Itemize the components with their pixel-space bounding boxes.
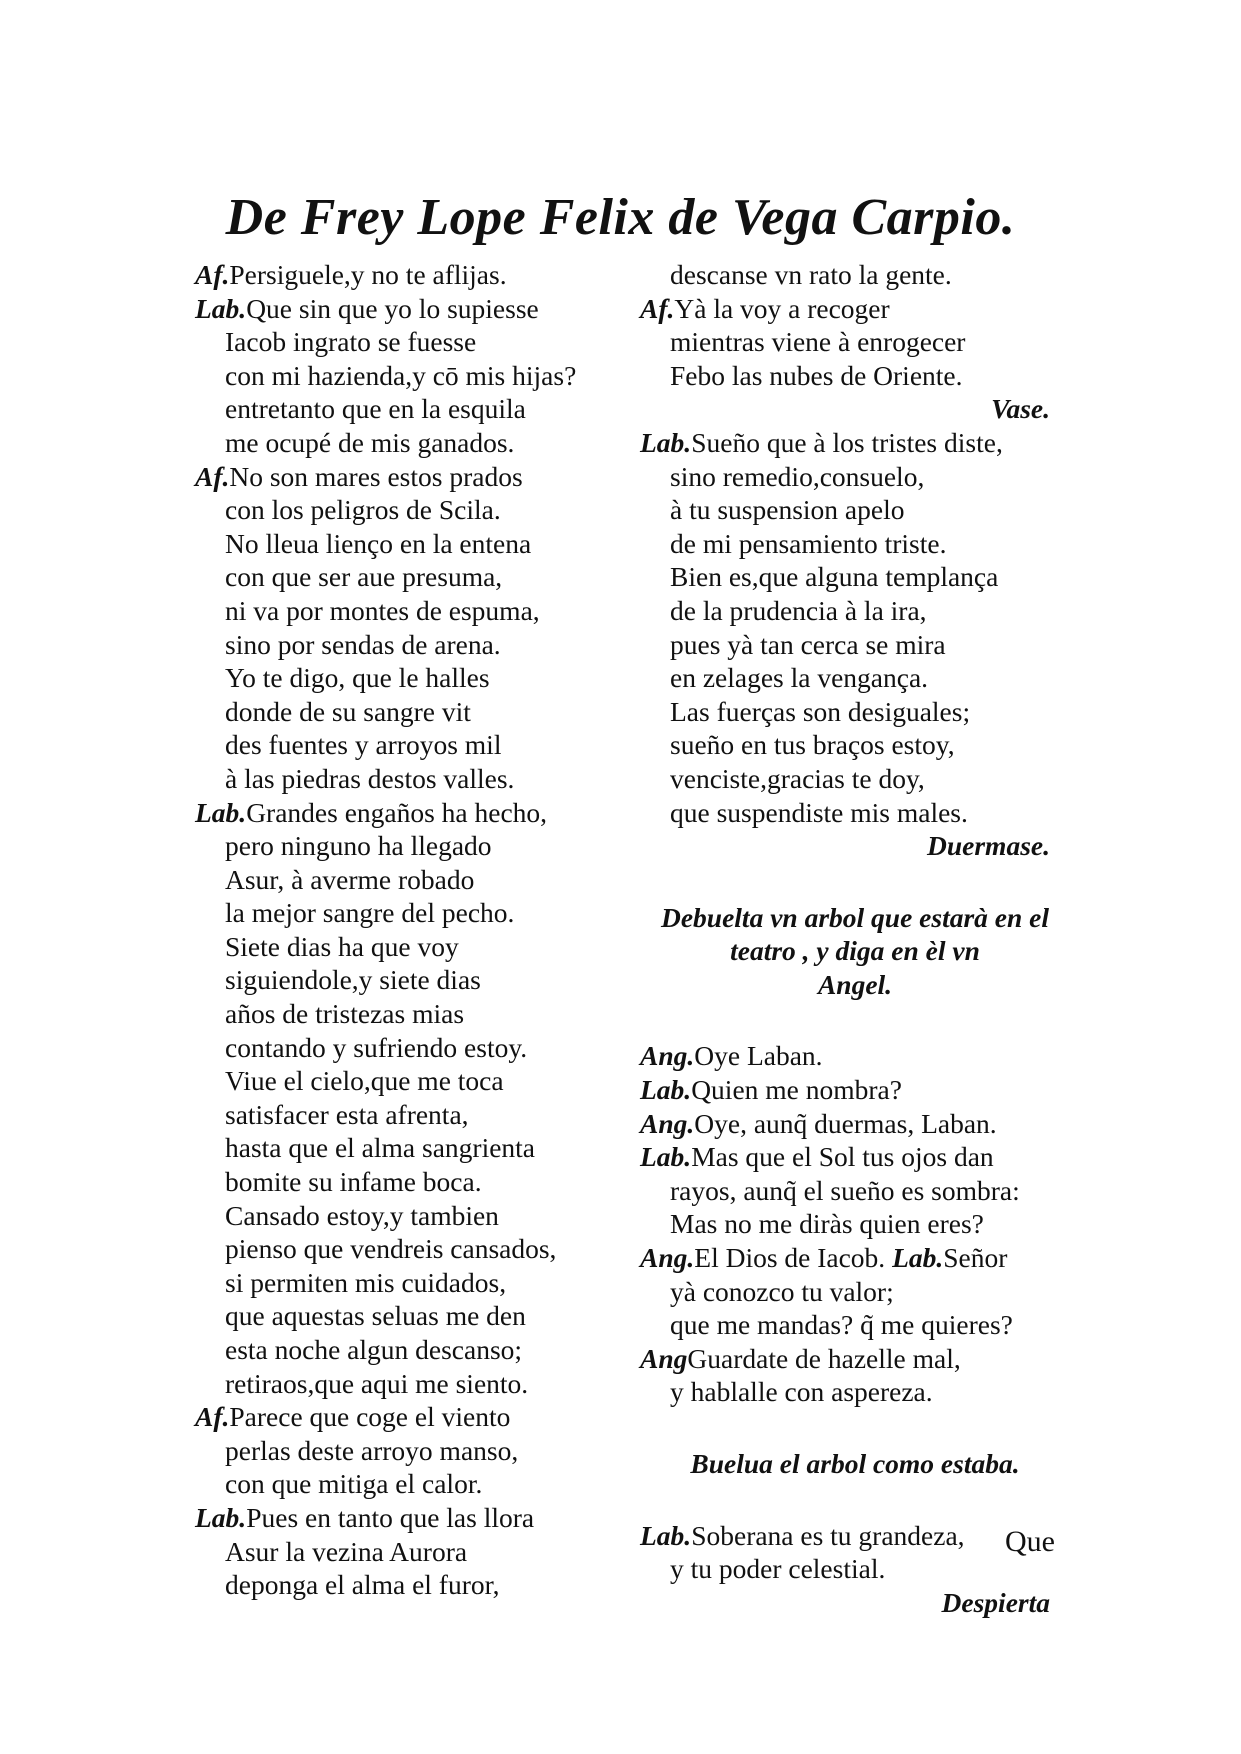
verse-line xyxy=(195,426,635,460)
verse-text: y hablalle con aspereza. xyxy=(670,1376,933,1408)
speaker-label: Lab. xyxy=(640,1074,692,1106)
verse-line xyxy=(195,560,635,594)
speaker-label: Lab. xyxy=(892,1242,944,1274)
verse-text: contando y sufriendo estoy. xyxy=(225,1031,528,1063)
speaker-label: Lab. xyxy=(195,1501,247,1533)
verse-text: à tu suspension apelo xyxy=(670,494,905,526)
verse-line xyxy=(195,594,635,628)
verse-line xyxy=(195,796,635,830)
speaker-label: Af. xyxy=(195,460,230,492)
verse-line xyxy=(195,628,635,662)
verse-text: Quien me nombra? xyxy=(691,1074,902,1106)
verse-text: venciste,gracias te doy, xyxy=(670,762,925,794)
verse-line xyxy=(640,1174,1070,1208)
right-column xyxy=(640,258,1070,1619)
verse-text: esta noche algun descanso; xyxy=(225,1334,523,1365)
verse-text: en zelages la vengança. xyxy=(670,662,929,694)
verse-text: con los peligros de Scila. xyxy=(225,494,501,526)
verse-line xyxy=(640,628,1070,662)
verse-text: à las piedras destos valles. xyxy=(225,762,515,794)
verse-line xyxy=(195,1467,635,1501)
line-gap xyxy=(640,1481,1070,1519)
line-gap xyxy=(640,1409,1070,1447)
verse-line xyxy=(195,1568,635,1602)
verse-text: y tu poder celestial. xyxy=(670,1553,886,1585)
verse-text: Las fuerças son desiguales; xyxy=(670,695,971,727)
verse-line xyxy=(640,1073,1070,1107)
verse-text: El Dios de Iacob. xyxy=(694,1242,886,1274)
verse-line xyxy=(195,325,635,359)
verse-text: con que ser aue presuma, xyxy=(225,561,503,593)
verse-text: donde de su sangre vit xyxy=(225,695,471,727)
verse-line xyxy=(195,1535,635,1569)
catchword: Que xyxy=(1005,1525,1055,1558)
verse-text: Asur, à averme robado xyxy=(225,863,475,895)
verse-line xyxy=(195,258,635,292)
verse-text: Yà la voy a recoger xyxy=(674,292,890,324)
verse-text: la mejor sangre del pecho. xyxy=(225,897,515,929)
speaker-label: Af. xyxy=(195,259,230,290)
verse-text: deponga el alma el furor, xyxy=(225,1569,500,1601)
verse-line xyxy=(195,1434,635,1468)
verse-line xyxy=(640,1308,1070,1342)
verse-text: sino por sendas de arena. xyxy=(225,628,501,660)
verse-text: descanse vn rato la gente. xyxy=(670,259,952,290)
verse-line xyxy=(195,1232,635,1266)
verse-text: Viue el cielo,que me toca xyxy=(225,1065,504,1097)
speaker-label: Ang. xyxy=(640,1242,695,1274)
verse-line xyxy=(640,258,1070,292)
verse-line xyxy=(195,359,635,393)
line-gap xyxy=(640,863,1070,901)
verse-text: entretanto que en la esquila xyxy=(225,393,526,425)
speaker-label: Ang. xyxy=(640,1040,695,1072)
verse-line xyxy=(640,325,1070,359)
verse-line xyxy=(640,560,1070,594)
verse-text: Mas que el Sol tus ojos dan xyxy=(691,1141,994,1173)
verse-line xyxy=(195,1333,635,1367)
verse-line xyxy=(195,493,635,527)
verse-text: que me mandas? q̃ me quieres? xyxy=(670,1309,1013,1341)
verse-line xyxy=(195,1098,635,1132)
verse-text: sino remedio,consuelo, xyxy=(670,460,925,492)
verse-text: años de tristezas mias xyxy=(225,998,465,1030)
verse-line xyxy=(195,1199,635,1233)
speaker-label: Lab. xyxy=(640,426,692,458)
verse-text: Pues en tanto que las llora xyxy=(246,1501,535,1533)
speaker-label: Lab. xyxy=(195,292,247,324)
verse-line xyxy=(195,661,635,695)
verse-line xyxy=(640,796,1070,830)
verse-text: des fuentes y arroyos mil xyxy=(225,729,502,761)
verse-line xyxy=(195,1400,635,1434)
verse-line xyxy=(640,695,1070,729)
verse-text: bomite su infame boca. xyxy=(225,1166,482,1198)
verse-text: Yo te digo, que le halles xyxy=(225,662,490,694)
verse-line xyxy=(640,661,1070,695)
verse-line xyxy=(195,896,635,930)
verse-line xyxy=(640,762,1070,796)
verse-line xyxy=(640,594,1070,628)
verse-line xyxy=(640,1275,1070,1309)
verse-line xyxy=(195,1367,635,1401)
verse-line xyxy=(195,1299,635,1333)
speaker-label: Lab. xyxy=(640,1519,692,1551)
verse-text: mientras viene à enrogecer xyxy=(670,326,966,358)
verse-line xyxy=(195,1501,635,1535)
verse-text: Parece que coge el viento xyxy=(229,1401,511,1433)
speaker-label: Lab. xyxy=(640,1141,692,1173)
verse-text: Persiguele,y no te aflijas. xyxy=(229,259,507,290)
verse-line xyxy=(195,292,635,326)
verse-line xyxy=(640,1107,1070,1141)
verse-text: que aquestas seluas me den xyxy=(225,1300,526,1332)
stage-direction: Angel. xyxy=(817,968,893,1000)
verse-text: de mi pensamiento triste. xyxy=(670,527,947,559)
stage-direction: Vase. xyxy=(991,393,1050,425)
verse-text: Siete dias ha que voy xyxy=(225,930,459,962)
verse-line xyxy=(195,695,635,729)
verse-text: siguiendole,y siete dias xyxy=(225,964,481,996)
verse-line xyxy=(195,963,635,997)
verse-line xyxy=(195,930,635,964)
verse-line xyxy=(640,1342,1070,1376)
verse-text: sueño en tus braços estoy, xyxy=(670,729,955,761)
verse-text: Oye, aunq̃ duermas, Laban. xyxy=(694,1107,997,1139)
verse-text: Soberana es tu grandeza, xyxy=(691,1519,965,1551)
verse-text: Sueño que à los tristes diste, xyxy=(691,426,1003,458)
verse-line xyxy=(640,426,1070,460)
verse-text: pero ninguno ha llegado xyxy=(225,830,492,862)
verse-line xyxy=(640,493,1070,527)
verse-text: hasta que el alma sangrienta xyxy=(225,1132,536,1164)
verse-line xyxy=(195,762,635,796)
verse-text: que suspendiste mis males. xyxy=(670,796,968,828)
verse-text: ni va por montes de espuma, xyxy=(225,594,540,626)
verse-line xyxy=(195,527,635,561)
verse-line xyxy=(195,1266,635,1300)
verse-line xyxy=(195,1064,635,1098)
verse-line xyxy=(195,1031,635,1065)
line-gap xyxy=(640,1001,1070,1039)
verse-line xyxy=(640,359,1070,393)
speaker-label: Af. xyxy=(640,292,675,324)
verse-line xyxy=(640,1140,1070,1174)
verse-line xyxy=(640,460,1070,494)
verse-text: No lleua lienço en la entena xyxy=(225,527,532,559)
verse-text: de la prudencia à la ira, xyxy=(670,594,927,626)
speaker-label: Ang xyxy=(640,1342,688,1374)
verse-line xyxy=(195,997,635,1031)
speaker-label: Af. xyxy=(195,1401,230,1433)
verse-text: Cansado estoy,y tambien xyxy=(225,1199,499,1231)
verse-line xyxy=(195,1131,635,1165)
stage-direction: teatro , y diga en èl vn xyxy=(730,935,980,967)
stage-direction: Despierta xyxy=(941,1586,1050,1618)
verse-text: Bien es,que alguna templança xyxy=(670,561,999,593)
stage-direction: Buelua el arbol como estaba. xyxy=(690,1448,1020,1479)
verse-line xyxy=(640,1375,1070,1409)
speaker-label: Ang. xyxy=(640,1107,695,1139)
verse-line xyxy=(640,1241,1070,1275)
verse-text: con mi hazienda,y cō mis hijas? xyxy=(225,359,577,391)
verse-text: Que sin que yo lo supiesse xyxy=(246,292,539,324)
verse-text: yà conozco tu valor; xyxy=(670,1275,894,1307)
verse-text: Oye Laban. xyxy=(694,1040,823,1072)
verse-line xyxy=(640,1207,1070,1241)
verse-line xyxy=(195,1165,635,1199)
verse-text: Guardate de hazelle mal, xyxy=(687,1342,961,1374)
stage-direction: Duermase. xyxy=(927,830,1050,862)
verse-text: pienso que vendreis cansados, xyxy=(225,1233,557,1265)
stage-direction: Debuelta vn arbol que estarà en el xyxy=(660,901,1050,933)
verse-line xyxy=(640,292,1070,326)
verse-text: con que mitiga el calor. xyxy=(225,1468,483,1500)
verse-text: perlas deste arroyo manso, xyxy=(225,1434,519,1466)
verse-line xyxy=(640,1039,1070,1073)
verse-text: Iacob ingrato se fuesse xyxy=(225,326,477,358)
verse-line xyxy=(640,728,1070,762)
verse-text: rayos, aunq̃ el sueño es sombra: xyxy=(670,1174,1020,1206)
verse-text: me ocupé de mis ganados. xyxy=(225,426,515,458)
verse-line xyxy=(195,728,635,762)
verse-text: No son mares estos prados xyxy=(229,460,523,492)
verse-text: Grandes engaños ha hecho, xyxy=(246,796,548,828)
verse-line xyxy=(195,392,635,426)
left-column xyxy=(195,258,635,1602)
verse-line xyxy=(640,527,1070,561)
verse-line xyxy=(195,460,635,494)
verse-text: pues yà tan cerca se mira xyxy=(670,628,946,660)
verse-text: Mas no me diràs quien eres? xyxy=(670,1208,984,1240)
verse-text: Señor xyxy=(943,1242,1008,1274)
verse-text: retiraos,que aqui me siento. xyxy=(225,1367,529,1399)
speaker-label: Lab. xyxy=(195,796,247,828)
verse-text: si permiten mis cuidados, xyxy=(225,1266,507,1298)
verse-line xyxy=(195,829,635,863)
verse-text: Asur la vezina Aurora xyxy=(225,1535,468,1567)
verse-text: satisfacer esta afrenta, xyxy=(225,1098,469,1130)
running-head: De Frey Lope Felix de Vega Carpio. xyxy=(225,189,1016,246)
verse-line xyxy=(195,863,635,897)
verse-text: Febo las nubes de Oriente. xyxy=(670,359,963,391)
